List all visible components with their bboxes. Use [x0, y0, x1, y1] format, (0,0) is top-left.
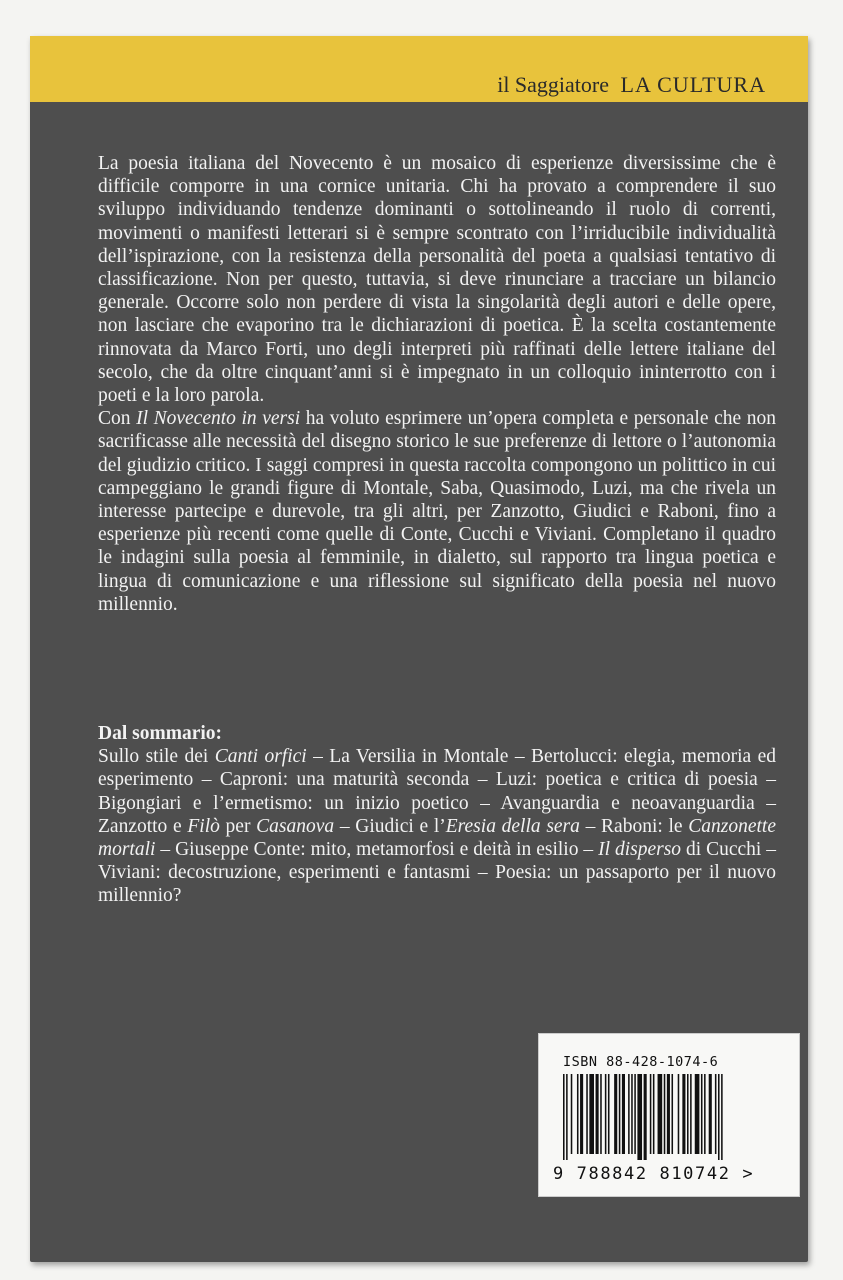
publisher-name: il Saggiatore: [497, 72, 610, 97]
barcode-bar: [580, 1074, 583, 1154]
table-of-contents-excerpt: [98, 722, 776, 908]
barcode-bar: [589, 1074, 594, 1154]
barcode-bar: [653, 1074, 655, 1154]
barcode-bar: [658, 1074, 663, 1154]
barcode-icon: [559, 1074, 779, 1160]
summary-italic: Canti orfici: [214, 746, 307, 768]
barcode-bar: [678, 1074, 680, 1154]
blurb-text-span: Con: [98, 408, 137, 430]
ean-number: 9 788842 810742 >: [553, 1164, 755, 1184]
barcode-bar: [644, 1074, 647, 1160]
series-name: LA CULTURA: [620, 72, 766, 97]
barcode-bar: [687, 1074, 689, 1154]
blurb-text: [98, 152, 776, 616]
barcode-bar: [664, 1074, 666, 1154]
barcode-bar: [608, 1074, 610, 1154]
barcode-bar: [566, 1074, 568, 1160]
summary-italic: Casanova: [256, 815, 335, 837]
barcode-bar: [672, 1074, 674, 1154]
header-text: [497, 72, 766, 98]
isbn-text: ISBN 88-428-1074-6: [563, 1054, 719, 1070]
barcode-bar: [704, 1074, 706, 1154]
book-title-italic: Il Novecento in versi: [136, 408, 301, 430]
blurb-text-span: ha voluto esprimere un’opera completa e personale che non sacrificasse alle necessità del disegno storico le sue preferenze di lettore o l’autonomia del giudizio critico. I saggi compresi in questa raccolta compongono un polittico in cui campeggiano le grandi figure di Montale, Saba, Quasimodo, Luzi, ma che rivela un interesse partecipe e durevole, tra gli altri, per Zanzotto, Giudici e Raboni, fino a esperienze più recenti come quelle di Conte, Cucchi e Viviani. Completano il quadro le indagini sulla poesia al femminile, in dialetto, sul rapporto tra lingua poetica e lingua di comunicazione e una riflessione sul significato della poesia nel nuovo millennio.: [98, 408, 776, 615]
barcode-bar: [619, 1074, 621, 1154]
barcode-bar: [563, 1074, 565, 1160]
book-back-cover: [30, 36, 808, 1262]
summary-text: – La Versilia in Montale – Bertolucci: elegia, memoria ed esperimento – Caproni: una maturità seconda – Luzi: poetica e critica di poesia – Bigongiari e l’ermetismo: un inizio poetico – Avanguardia e neoavanguardia – Zanzotto e: [98, 746, 776, 837]
summary-italic: Canzonette mortali: [98, 815, 777, 861]
barcode-bar: [682, 1074, 685, 1154]
header-band: [30, 36, 808, 102]
barcode-bar: [637, 1074, 642, 1160]
barcode-bar: [701, 1074, 703, 1154]
barcode-bar: [695, 1074, 700, 1154]
summary-text: – Giuseppe Conte: mito, metamorfosi e deità in esilio –: [155, 839, 599, 861]
blurb-paragraph-1: La poesia italiana del Novecento è un mosaico di esperienze diversissime che è difficile comporre in una cornice unitaria. Chi ha provato a comprendere il suo sviluppo individuando tendenze dominanti o sottolineando il ruolo di correnti, movimenti o manifesti letterari si è sempre scontrato con l’irriducibile individualità dell’ispirazione, con la resistenza della personalità del poeta a qualsiasi tentativo di classificazione. Non per questo, tuttavia, si deve rinunciare a tracciare un bilancio generale. Occorre solo non perdere di vista la singolarità degli autori e delle opere, non lasciare che evaporino tra le dichiarazioni di poetica. È la scelta costantemente rinnovata da Marco Forti, uno degli interpreti più raffinati delle lettere italiane del secolo, che da oltre cinquant’anni si è impegnato in un colloquio ininterrotto con i poeti e la loro parola.: [98, 153, 776, 407]
barcode-bar: [571, 1074, 573, 1154]
barcode-bar: [577, 1074, 579, 1154]
barcode-bar: [596, 1074, 599, 1154]
barcode-bar: [709, 1074, 712, 1154]
barcode-bar: [667, 1074, 670, 1154]
barcode-label: [538, 1033, 800, 1197]
summary-italic: Filò: [187, 815, 220, 837]
barcode-bar: [600, 1074, 602, 1154]
barcode-bar: [721, 1074, 723, 1160]
barcode-bar: [634, 1074, 636, 1154]
summary-text: – Raboni: le: [579, 815, 689, 837]
summary-italic: Eresia della sera: [445, 815, 580, 837]
barcode-bar: [605, 1074, 607, 1154]
barcode-bar: [715, 1074, 717, 1154]
barcode-bar: [586, 1074, 588, 1154]
barcode-bar: [628, 1074, 630, 1154]
barcode-bar: [690, 1074, 692, 1154]
blurb-paragraph-2: [98, 407, 776, 616]
summary-text: – Giudici e l’: [334, 815, 446, 837]
barcode-bar: [614, 1074, 617, 1154]
barcode-bar: [622, 1074, 625, 1154]
barcode-bar: [631, 1074, 633, 1154]
summary-text: di Cucchi – Viviani: decostruzione, esperimenti e fantasmi – Poesia: un passaporto per il nuovo millennio?: [98, 839, 777, 907]
summary-text: Sullo stile dei: [98, 746, 215, 768]
summary-title: Dal sommario:: [98, 723, 223, 744]
summary-italic: Il disperso: [598, 839, 682, 861]
barcode-bar: [650, 1074, 652, 1154]
summary-text: per: [219, 815, 257, 837]
barcode-bar: [718, 1074, 720, 1160]
